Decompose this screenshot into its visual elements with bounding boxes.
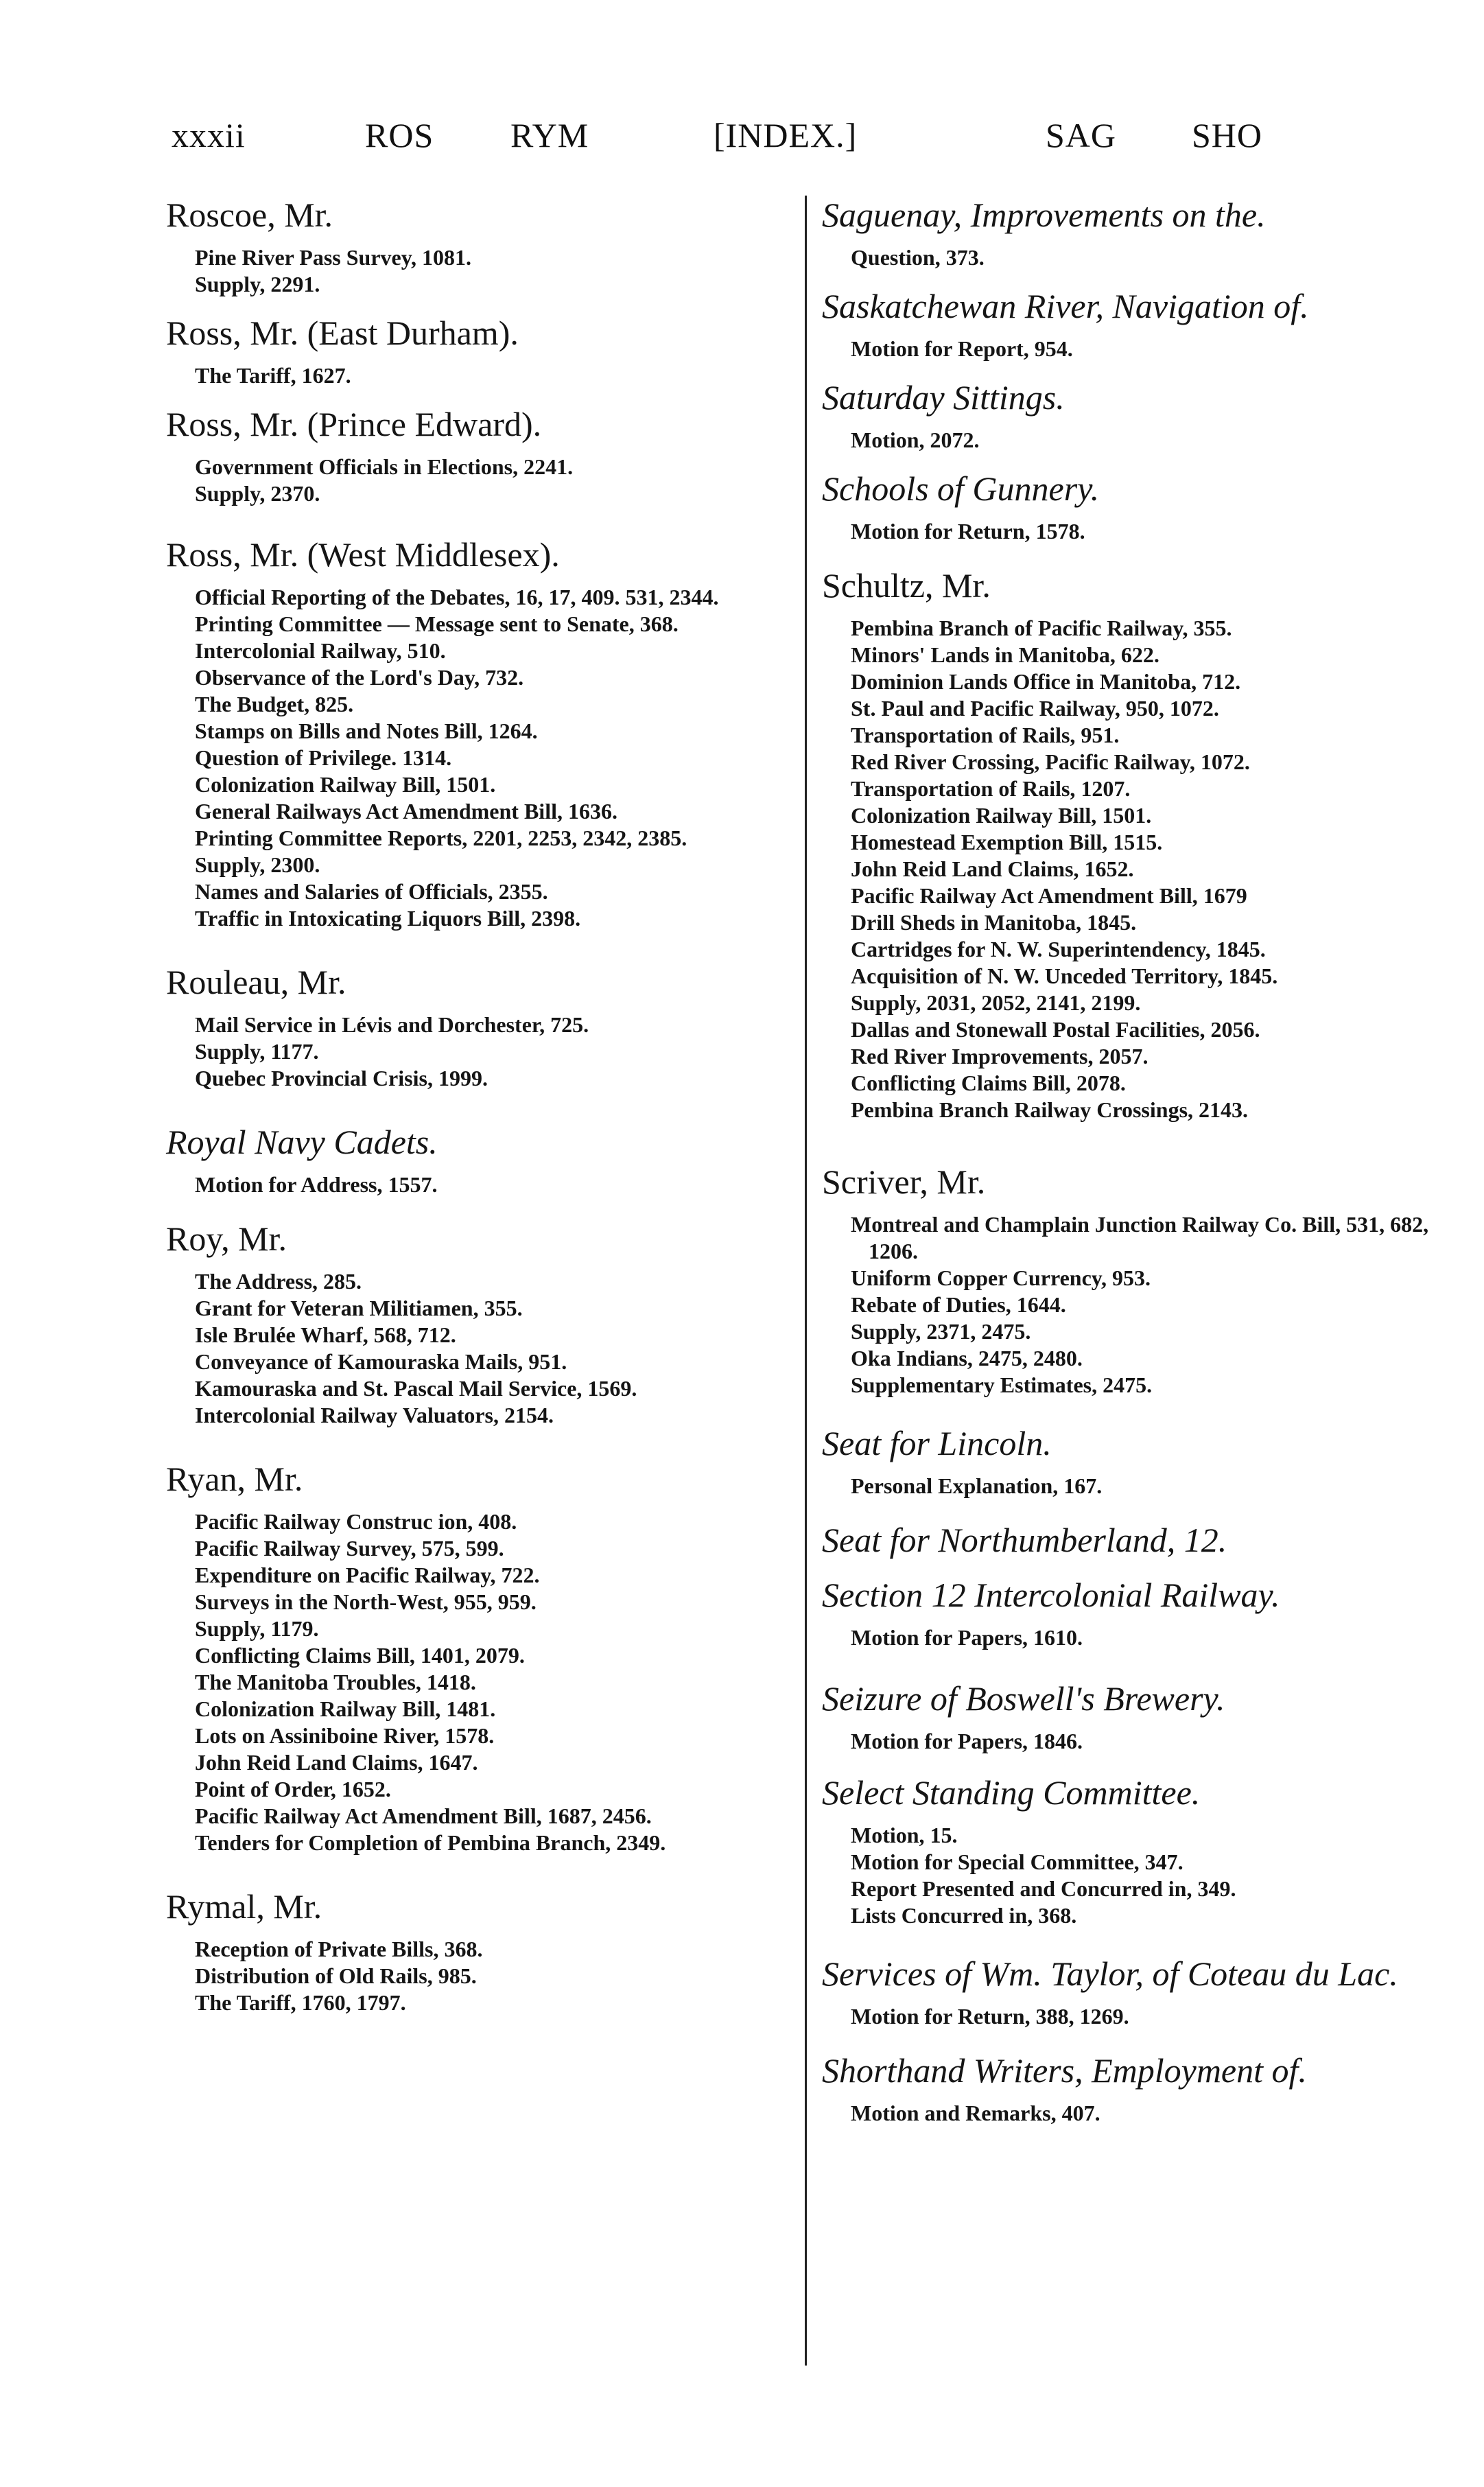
index-entry xyxy=(166,313,784,389)
reference-item: The Budget, 825. xyxy=(195,692,354,716)
reference-item: Distribution of Old Rails, 985. xyxy=(195,1963,477,1988)
reference-item: Pembina Branch of Pacific Railway, 355. xyxy=(851,616,1232,640)
reference-item: Montreal and Champlain Junction Railway Co. Bill, 531, 682, 1206. xyxy=(851,1212,1429,1263)
index-entry xyxy=(822,286,1453,362)
reference-item: Pine River Pass Survey, 1081. xyxy=(195,245,471,270)
reference-item: Dallas and Stonewall Postal Facilities, 2056. xyxy=(851,1017,1260,1042)
index-entry xyxy=(166,1122,784,1198)
reference-list xyxy=(822,244,1453,271)
member-heading: Scriver, Mr. xyxy=(822,1163,986,1201)
reference-item: Colonization Railway Bill, 1501. xyxy=(195,772,496,797)
reference-item: Supply, 2370. xyxy=(195,481,320,506)
member-heading: Rouleau, Mr. xyxy=(166,963,346,1001)
reference-item: Isle Brulée Wharf, 568, 712. xyxy=(195,1322,456,1347)
index-entry xyxy=(166,1219,784,1429)
member-heading: Schultz, Mr. xyxy=(822,566,991,605)
reference-item: Motion, 2072. xyxy=(851,428,980,452)
left-column xyxy=(166,195,784,2016)
column-divider xyxy=(805,196,807,2366)
index-entry xyxy=(822,2051,1453,2127)
reference-item: Conflicting Claims Bill, 2078. xyxy=(851,1071,1126,1095)
reference-item: The Tariff, 1760, 1797. xyxy=(195,1990,406,2015)
reference-item: Observance of the Lord's Day, 732. xyxy=(195,665,524,690)
reference-item: Motion for Special Committee, 347. xyxy=(851,1849,1183,1874)
reference-item: Printing Committee Reports, 2201, 2253, 2342, 2385. xyxy=(195,826,687,850)
reference-item: Point of Order, 1652. xyxy=(195,1777,391,1801)
reference-item: John Reid Land Claims, 1652. xyxy=(851,856,1134,881)
reference-list xyxy=(166,584,784,932)
reference-item: Lists Concurred in, 368. xyxy=(851,1903,1077,1928)
subject-heading: Section 12 Intercolonial Railway. xyxy=(822,1576,1280,1614)
reference-list xyxy=(822,1211,1453,1399)
reference-item: Rebate of Duties, 1644. xyxy=(851,1292,1066,1317)
reference-item: Pacific Railway Survey, 575, 599. xyxy=(195,1536,504,1561)
reference-list xyxy=(822,518,1453,545)
reference-item: Acquisition of N. W. Unceded Territory, 1845. xyxy=(851,964,1278,988)
index-entry xyxy=(822,1679,1453,1755)
reference-item: Supply, 1177. xyxy=(195,1039,319,1064)
reference-item: Colonization Railway Bill, 1501. xyxy=(851,803,1152,828)
member-heading: Roscoe, Mr. xyxy=(166,196,333,234)
reference-item: Personal Explanation, 167. xyxy=(851,1473,1103,1498)
reference-item: Minors' Lands in Manitoba, 622. xyxy=(851,642,1159,667)
reference-item: Colonization Railway Bill, 1481. xyxy=(195,1696,496,1721)
index-entry xyxy=(822,195,1453,271)
subject-heading: Seizure of Boswell's Brewery. xyxy=(822,1679,1225,1718)
reference-item: Quebec Provincial Crisis, 1999. xyxy=(195,1066,488,1090)
reference-item: Printing Committee — Message sent to Senate, 368. xyxy=(195,611,679,636)
reference-item: Homestead Exemption Bill, 1515. xyxy=(851,830,1163,854)
index-entry xyxy=(822,565,1453,1123)
reference-item: Conveyance of Kamouraska Mails, 951. xyxy=(195,1349,567,1374)
subject-heading: Saturday Sittings. xyxy=(822,378,1065,417)
reference-item: Supply, 2371, 2475. xyxy=(851,1319,1031,1344)
reference-item: Kamouraska and St. Pascal Mail Service, 1569. xyxy=(195,1376,637,1401)
reference-list xyxy=(166,244,784,298)
reference-item: Pacific Railway Act Amendment Bill, 1679 xyxy=(851,883,1247,908)
reference-item: St. Paul and Pacific Railway, 950, 1072. xyxy=(851,696,1219,721)
subject-heading: Seat for Lincoln. xyxy=(822,1424,1052,1462)
index-entry xyxy=(166,535,784,932)
reference-item: Surveys in the North-West, 955, 959. xyxy=(195,1589,537,1614)
reference-item: Pacific Railway Construc ion, 408. xyxy=(195,1509,517,1534)
reference-item: Supplementary Estimates, 2475. xyxy=(851,1373,1153,1397)
reference-list xyxy=(166,362,784,389)
reference-item: Supply, 2300. xyxy=(195,852,320,877)
reference-item: Motion for Return, 388, 1269. xyxy=(851,2004,1129,2029)
range-start: ROS xyxy=(365,116,434,154)
reference-item: Uniform Copper Currency, 953. xyxy=(851,1265,1151,1290)
reference-list xyxy=(822,2003,1453,2030)
reference-item: John Reid Land Claims, 1647. xyxy=(195,1750,478,1775)
reference-list xyxy=(166,454,784,507)
reference-list xyxy=(822,1822,1453,1929)
reference-item: Motion for Report, 954. xyxy=(851,336,1073,361)
reference-item: Pacific Railway Act Amendment Bill, 1687, 2456. xyxy=(195,1803,652,1828)
member-heading: Rymal, Mr. xyxy=(166,1887,322,1926)
reference-item: Tenders for Completion of Pembina Branch, 2349. xyxy=(195,1830,666,1855)
reference-list xyxy=(822,1473,1453,1499)
reference-list xyxy=(822,615,1453,1123)
reference-list xyxy=(166,1936,784,2016)
subject-heading: Services of Wm. Taylor, of Coteau du Lac. xyxy=(822,1954,1398,1993)
index-entry xyxy=(822,469,1453,545)
index-label: [INDEX.] xyxy=(714,116,858,154)
subject-heading: Saskatchewan River, Navigation of. xyxy=(822,287,1309,325)
reference-item: Stamps on Bills and Notes Bill, 1264. xyxy=(195,719,538,743)
index-entry xyxy=(822,1520,1453,1560)
subject-heading: Schools of Gunnery. xyxy=(822,469,1100,508)
member-heading: Ross, Mr. (Prince Edward). xyxy=(166,405,542,443)
reference-item: Traffic in Intoxicating Liquors Bill, 2398. xyxy=(195,906,581,931)
subject-heading: Royal Navy Cadets. xyxy=(166,1123,438,1161)
page-number: xxxii xyxy=(172,116,246,154)
reference-list xyxy=(166,1268,784,1429)
index-entry xyxy=(166,1887,784,2016)
reference-item: Motion for Papers, 1610. xyxy=(851,1625,1083,1650)
range-end: RYM xyxy=(510,116,589,154)
reference-item: Oka Indians, 2475, 2480. xyxy=(851,1346,1083,1370)
index-entry xyxy=(166,195,784,298)
reference-item: Lots on Assiniboine River, 1578. xyxy=(195,1723,495,1748)
subject-heading: Shorthand Writers, Employment of. xyxy=(822,2051,1307,2090)
reference-item: Official Reporting of the Debates, 16, 17, 409. 531, 2344. xyxy=(195,585,719,609)
reference-item: Dominion Lands Office in Manitoba, 712. xyxy=(851,669,1241,694)
reference-item: The Tariff, 1627. xyxy=(195,363,351,388)
index-entry xyxy=(822,1423,1453,1499)
reference-item: Supply, 2291. xyxy=(195,272,320,296)
reference-item: Reception of Private Bills, 368. xyxy=(195,1937,483,1961)
reference-list xyxy=(822,1624,1453,1651)
reference-item: The Address, 285. xyxy=(195,1269,362,1294)
reference-item: Intercolonial Railway, 510. xyxy=(195,638,446,663)
reference-item: Supply, 1179. xyxy=(195,1616,319,1641)
member-heading: Ross, Mr. (West Middlesex). xyxy=(166,535,560,574)
reference-item: Motion for Papers, 1846. xyxy=(851,1729,1083,1753)
reference-item: Red River Improvements, 2057. xyxy=(851,1044,1149,1069)
member-heading: Roy, Mr. xyxy=(166,1219,287,1258)
reference-item: Intercolonial Railway Valuators, 2154. xyxy=(195,1403,554,1427)
reference-item: Transportation of Rails, 951. xyxy=(851,723,1120,747)
reference-item: Motion and Remarks, 407. xyxy=(851,2101,1100,2125)
reference-item: Red River Crossing, Pacific Railway, 1072. xyxy=(851,749,1250,774)
reference-item: Government Officials in Elections, 2241. xyxy=(195,454,574,479)
index-entry xyxy=(822,377,1453,454)
reference-item: The Manitoba Troubles, 1418. xyxy=(195,1670,476,1694)
reference-item: Pembina Branch Railway Crossings, 2143. xyxy=(851,1097,1249,1122)
next-range-end: SHO xyxy=(1192,116,1263,154)
index-entry xyxy=(822,1954,1453,2030)
reference-item: Conflicting Claims Bill, 1401, 2079. xyxy=(195,1643,525,1668)
index-entry xyxy=(822,1162,1453,1399)
subject-heading: Seat for Northumberland, 12. xyxy=(822,1521,1227,1559)
index-entry xyxy=(166,404,784,507)
reference-list xyxy=(822,2100,1453,2127)
reference-list xyxy=(166,1508,784,1856)
right-column xyxy=(822,195,1453,2127)
reference-list xyxy=(166,1012,784,1092)
reference-item: Expenditure on Pacific Railway, 722. xyxy=(195,1563,540,1587)
reference-item: Question, 373. xyxy=(851,245,985,270)
reference-list xyxy=(822,427,1453,454)
reference-item: Question of Privilege. 1314. xyxy=(195,745,452,770)
reference-item: Supply, 2031, 2052, 2141, 2199. xyxy=(851,990,1141,1015)
subject-heading: Saguenay, Improvements on the. xyxy=(822,196,1266,234)
reference-item: Report Presented and Concurred in, 349. xyxy=(851,1876,1236,1901)
next-range-start: SAG xyxy=(1046,116,1117,154)
member-heading: Ross, Mr. (East Durham). xyxy=(166,314,519,352)
member-heading: Ryan, Mr. xyxy=(166,1460,303,1498)
reference-item: Mail Service in Lévis and Dorchester, 725. xyxy=(195,1012,589,1037)
reference-item: General Railways Act Amendment Bill, 1636. xyxy=(195,799,617,824)
reference-list xyxy=(822,336,1453,362)
index-entry xyxy=(822,1773,1453,1929)
reference-item: Names and Salaries of Officials, 2355. xyxy=(195,879,548,904)
subject-heading: Select Standing Committee. xyxy=(822,1773,1201,1812)
reference-list xyxy=(822,1728,1453,1755)
reference-item: Cartridges for N. W. Superintendency, 1845. xyxy=(851,937,1266,961)
reference-item: Motion, 15. xyxy=(851,1823,958,1847)
reference-item: Grant for Veteran Militiamen, 355. xyxy=(195,1296,523,1320)
reference-item: Transportation of Rails, 1207. xyxy=(851,776,1131,801)
reference-item: Motion for Return, 1578. xyxy=(851,519,1085,544)
reference-item: Drill Sheds in Manitoba, 1845. xyxy=(851,910,1137,935)
reference-item: Motion for Address, 1557. xyxy=(195,1172,438,1197)
reference-list xyxy=(166,1171,784,1198)
index-entry xyxy=(166,1459,784,1856)
index-entry xyxy=(166,962,784,1092)
index-entry xyxy=(822,1575,1453,1651)
